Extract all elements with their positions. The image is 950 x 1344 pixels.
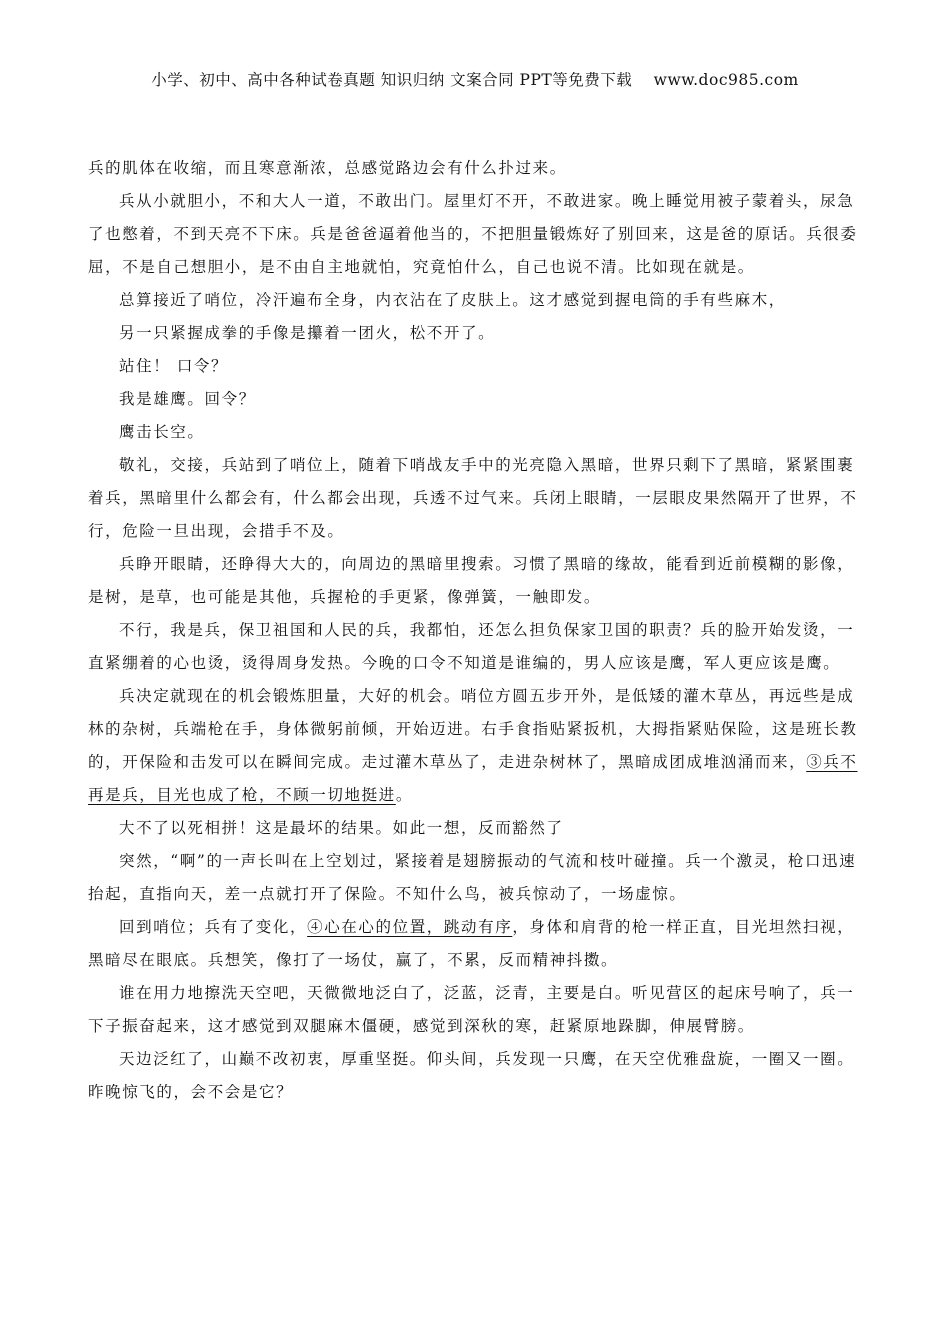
paragraph: 兵的肌体在收缩，而且寒意渐浓，总感觉路边会有什么扑过来。 xyxy=(88,159,567,177)
dialogue-line: 站住！ 口令？ xyxy=(119,357,229,375)
paragraph: 谁在用力地擦洗天空吧，天微微地泛白了，泛蓝，泛青，主要是白。听见营区的起床号响了，兵一下子振奋起来，这才感觉到双腿麻木僵硬，感觉到深秋的寒，赶紧原地跺脚，伸展臂膀。 xyxy=(88,984,855,1035)
dialogue-line: 鹰击长空。 xyxy=(119,423,205,441)
underlined-sentence-3: ③兵不再是兵，目光也成了枪，不顾一切地挺进 xyxy=(88,753,858,804)
underlined-sentence-4: ④心在心的位置，跳动有序 xyxy=(307,918,513,936)
dialogue-line: 我是雄鹰。回令？ xyxy=(119,390,256,408)
page-header: 小学、初中、高中各种试卷真题 知识归纳 文案合同 PPT等免费下载 www.doc985.com xyxy=(151,71,799,89)
paragraph: 总算接近了哨位，冷汗遍布全身，内衣沾在了皮肤上。这才感觉到握电筒的手有些麻木， xyxy=(119,291,786,309)
paragraph: 敬礼，交接，兵站到了哨位上，随着下哨战友手中的光亮隐入黑暗，世界只剩下了黑暗，紧紧围裹着兵，黑暗里什么都会有，什么都会出现，兵透不过气来。兵闭上眼睛，一层眼皮果然隔开了世界，不行，危险一旦出现，会措手不及。 xyxy=(88,456,858,540)
paragraph: 另一只紧握成拳的手像是攥着一团火，松不开了。 xyxy=(119,324,496,342)
paragraph: 突然，“啊”的一声长叫在上空划过，紧接着是翅膀振动的气流和枝叶碰撞。兵一个激灵，枪口迅速抬起，直指向天，差一点就打开了保险。不知什么鸟，被兵惊动了，一场虚惊。 xyxy=(88,852,857,903)
paragraph: 天边泛红了，山巅不改初衷，厚重坚挺。仰头间，兵发现一只鹰，在天空优雅盘旋，一圈又一圈。昨晚惊飞的，会不会是它？ xyxy=(88,1050,855,1101)
paragraph-text: 。 xyxy=(395,786,413,804)
paragraph: 兵从小就胆小，不和大人一道，不敢出门。屋里灯不开，不敢进家。晚上睡觉用被子蒙着头，尿急了也憋着，不到天亮不下床。兵是爸爸逼着他当的，不把胆量锻炼好了别回来，这是爸的原话。兵很委屈，不是自己想胆小，是不由自主地就怕，究竟怕什么，自己也说不清。比如现在就是。 xyxy=(88,192,858,276)
paragraph-text: 兵决定就现在的机会锻炼胆量，大好的机会。哨位方圆五步开外，是低矮的灌木草丛，再远些是成林的杂树，兵端枪在手，身体微躬前倾，开始迈进。右手食指贴紧扳机，大拇指紧贴保险，这是班长教的，开保险和击发可以在瞬间完成。走过灌木草丛了，走进杂树林了，黑暗成团成堆汹涌而来， xyxy=(88,687,858,771)
paragraph-text: 回到哨位；兵有了变化， xyxy=(119,918,308,936)
paragraph-with-underline-3 xyxy=(88,680,870,812)
paragraph-text: ，身体和肩背的枪一样正直，目光坦然扫视，黑暗尽在眼底。兵想笑，像打了一场仗，赢了，不累，反而精神抖擞。 xyxy=(88,918,855,969)
article-body xyxy=(88,152,870,1109)
paragraph: 兵睁开眼睛，还睁得大大的，向周边的黑暗里搜索。习惯了黑暗的缘故，能看到近前模糊的影像，是树，是草，也可能是其他，兵握枪的手更紧，像弹簧，一触即发。 xyxy=(88,555,855,606)
paragraph: 不行，我是兵，保卫祖国和人民的兵，我都怕，还怎么担负保家卫国的职责？兵的脸开始发烫，一直紧绷着的心也烫，烫得周身发热。今晚的口令不知道是谁编的，男人应该是鹰，军人更应该是鹰。 xyxy=(88,621,855,672)
paragraph-with-underline-4 xyxy=(88,911,870,977)
paragraph: 大不了以死相拼！这是最坏的结果。如此一想，反而豁然了 xyxy=(119,819,564,837)
